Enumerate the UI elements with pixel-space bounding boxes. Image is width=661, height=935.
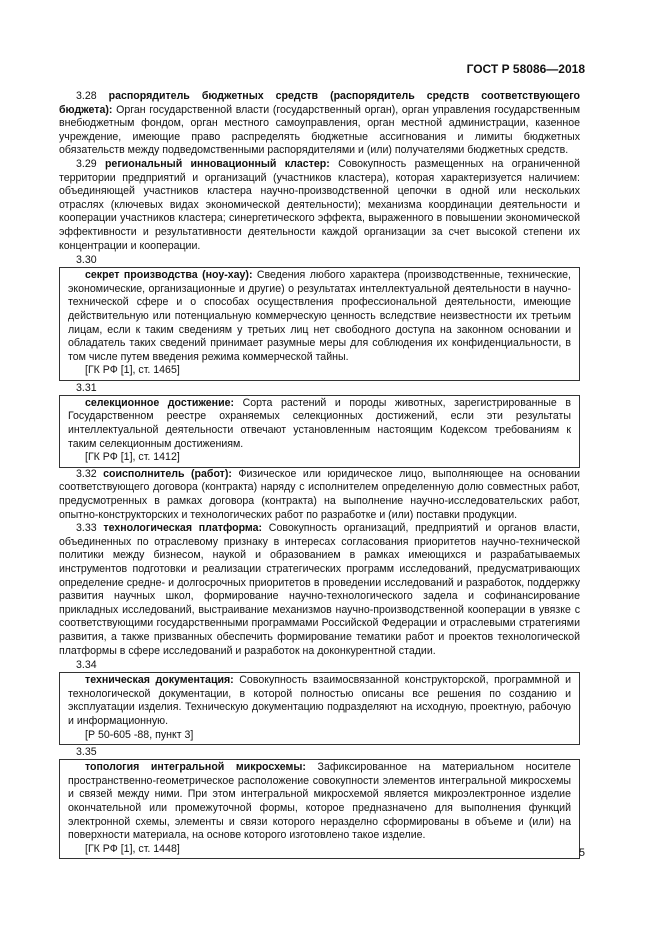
entry-term: технологическая платформа: [103, 522, 263, 535]
entry-3-33 [59, 522, 580, 658]
entry-body [68, 761, 571, 843]
entry-term: соисполнитель (работ): [103, 467, 232, 480]
boxed-entry-3-35 [59, 759, 580, 859]
boxed-entry-3-30 [59, 267, 580, 381]
entry-reference: [ГК РФ [1], ст. 1465] [85, 364, 180, 377]
entry-definition: Физическое или юридическое лицо, выполняющее на основании соответствующего договора (контракта) наряду с исполнителем определенную долю совместных работ, предусмотренных в рамках договора (контракта) на выполнение научно-исследовательских работ, опытно-конструкторских и технологических работ по разработке и (или) поставки продукции. [59, 467, 580, 521]
entry-definition: Сорта растений и породы животных, зарегистрированные в Государственном реестре охраняемых селекционных достижений, если эти результаты интеллектуальной деятельности отвечают установленным настоящим Кодексом требованиям к таким селекционным достижениям. [68, 396, 571, 450]
page-number: 5 [578, 847, 585, 859]
entry-number: 3.33 [76, 522, 97, 535]
entry-reference: [ГК РФ [1], ст. 1448] [85, 842, 180, 855]
entry-number: 3.29 [76, 157, 97, 170]
entry-3-32 [59, 468, 580, 522]
boxed-entry-3-34 [59, 672, 580, 745]
boxed-entry-3-31 [59, 395, 580, 468]
entry-term: селекционное достижение: [85, 396, 235, 409]
entry-definition: Совокупность размещенных на ограниченной территории предприятий и организаций (участников кластера), которая характеризуется наличием: объединяющей участников кластера научно-производственной цепочки в одной или нескольких отраслях (ключевых видах экономической деятельности); механизма координации деятельности и кооперации участников кластера; синергетического эффекта, выраженного в повышении экономической эффективности и результативности деятельности каждой организации за счет высокой степени их концентрации и кооперации. [59, 157, 580, 252]
entry-term: распорядитель бюджетных средств (распорядитель средств соответствующего бюджета): [59, 90, 580, 116]
entry-number: 3.32 [76, 467, 97, 480]
entry-number: 3.28 [76, 90, 97, 102]
entry-definition: Совокупность взаимосвязанной конструкторской, программной и технологической документации, в которой полностью описаны все решения по созданию и эксплуатации изделия. Техническую документацию подразделяют на исходную, проектную, рабочую и информационную. [68, 674, 571, 727]
entry-3-28 [59, 90, 580, 158]
entry-3-29 [59, 158, 580, 253]
entry-definition: Орган государственной власти (государственный орган), орган управления государственным внебюджетным фондом, орган местного самоуправления, орган местной администрации, казенное учреждение, имеющие право распределять бюджетные ассигнования и лимиты бюджетных обязательств между подведомственными распорядителями и (или) получателями бюджетных средств. [59, 103, 580, 157]
entry-number: 3.30 [76, 254, 97, 267]
document-body [59, 90, 580, 859]
entry-definition: Зафиксированное на материальном носителе пространственно-геометрическое расположение совокупности элементов интегральной микросхемы и связей между ними. При этом интегральной микросхемой является микроэлектронное изделие окончательной или промежуточной формы, которое предназначено для выполнения функций электронной схемы, элементы и связи которого неразделно сформированы в объеме и (или) на поверхности материала, на основе которого изготовлено такое изделие. [68, 761, 571, 842]
entry-number: 3.31 [76, 381, 97, 394]
entry-term: техническая документация: [85, 674, 234, 687]
entry-body [68, 397, 571, 451]
document-header: ГОСТ Р 58086—2018 [466, 62, 585, 76]
entry-definition: Совокупность организаций, предприятий и органов власти, объединенных по отраслевому признаку в интересах согласования приоритетов научно-технической политики между бизнесом, наукой и образованием в рамках имеющихся и разрабатываемых инструментов подготовки и реализации стратегических программ исследований, предусматривающих определение средне- и долгосрочных приоритетов в проведении исследований и разработок, поддержку развития научных школ, формирование научно-технологического задела и софинансирование прикладных исследований, выстраивание механизмов научно-производственной кооперации в увязке с соответствующими государственными программами Российской Федерации и отраслевыми стратегиями развития, а также призванных обеспечить формирование тематики работ и проектов технологической платформы в сфере исследований и разработок на доконкурентной стадии. [59, 522, 580, 657]
entry-reference: [Р 50-605 -88, пункт 3] [85, 728, 194, 741]
entry-definition: Сведения любого характера (производственные, технические, экономические, организационные и другие) о результатах интеллектуальной деятельности в научно-технической сфере и о способах осуществления профессиональной деятельности, имеющие действительную или потенциальную коммерческую ценность вследствие неизвестности их третьим лицам, если к таким сведениям у третьих лиц нет свободного доступа на законном основании и обладатель таких сведений принимает разумные меры для соблюдения их конфиденциальности, в том числе путем введения режима коммерческой тайны. [68, 269, 571, 363]
entry-body [68, 674, 571, 728]
entry-number: 3.35 [76, 746, 97, 759]
entry-reference: [ГК РФ [1], ст. 1412] [85, 451, 180, 464]
entry-number: 3.34 [76, 659, 97, 672]
entry-term: региональный инновационный кластер: [104, 157, 330, 170]
entry-body [68, 269, 571, 364]
entry-term: топология интегральной микросхемы: [85, 761, 306, 774]
entry-term: секрет производства (ноу-хау): [85, 269, 253, 282]
